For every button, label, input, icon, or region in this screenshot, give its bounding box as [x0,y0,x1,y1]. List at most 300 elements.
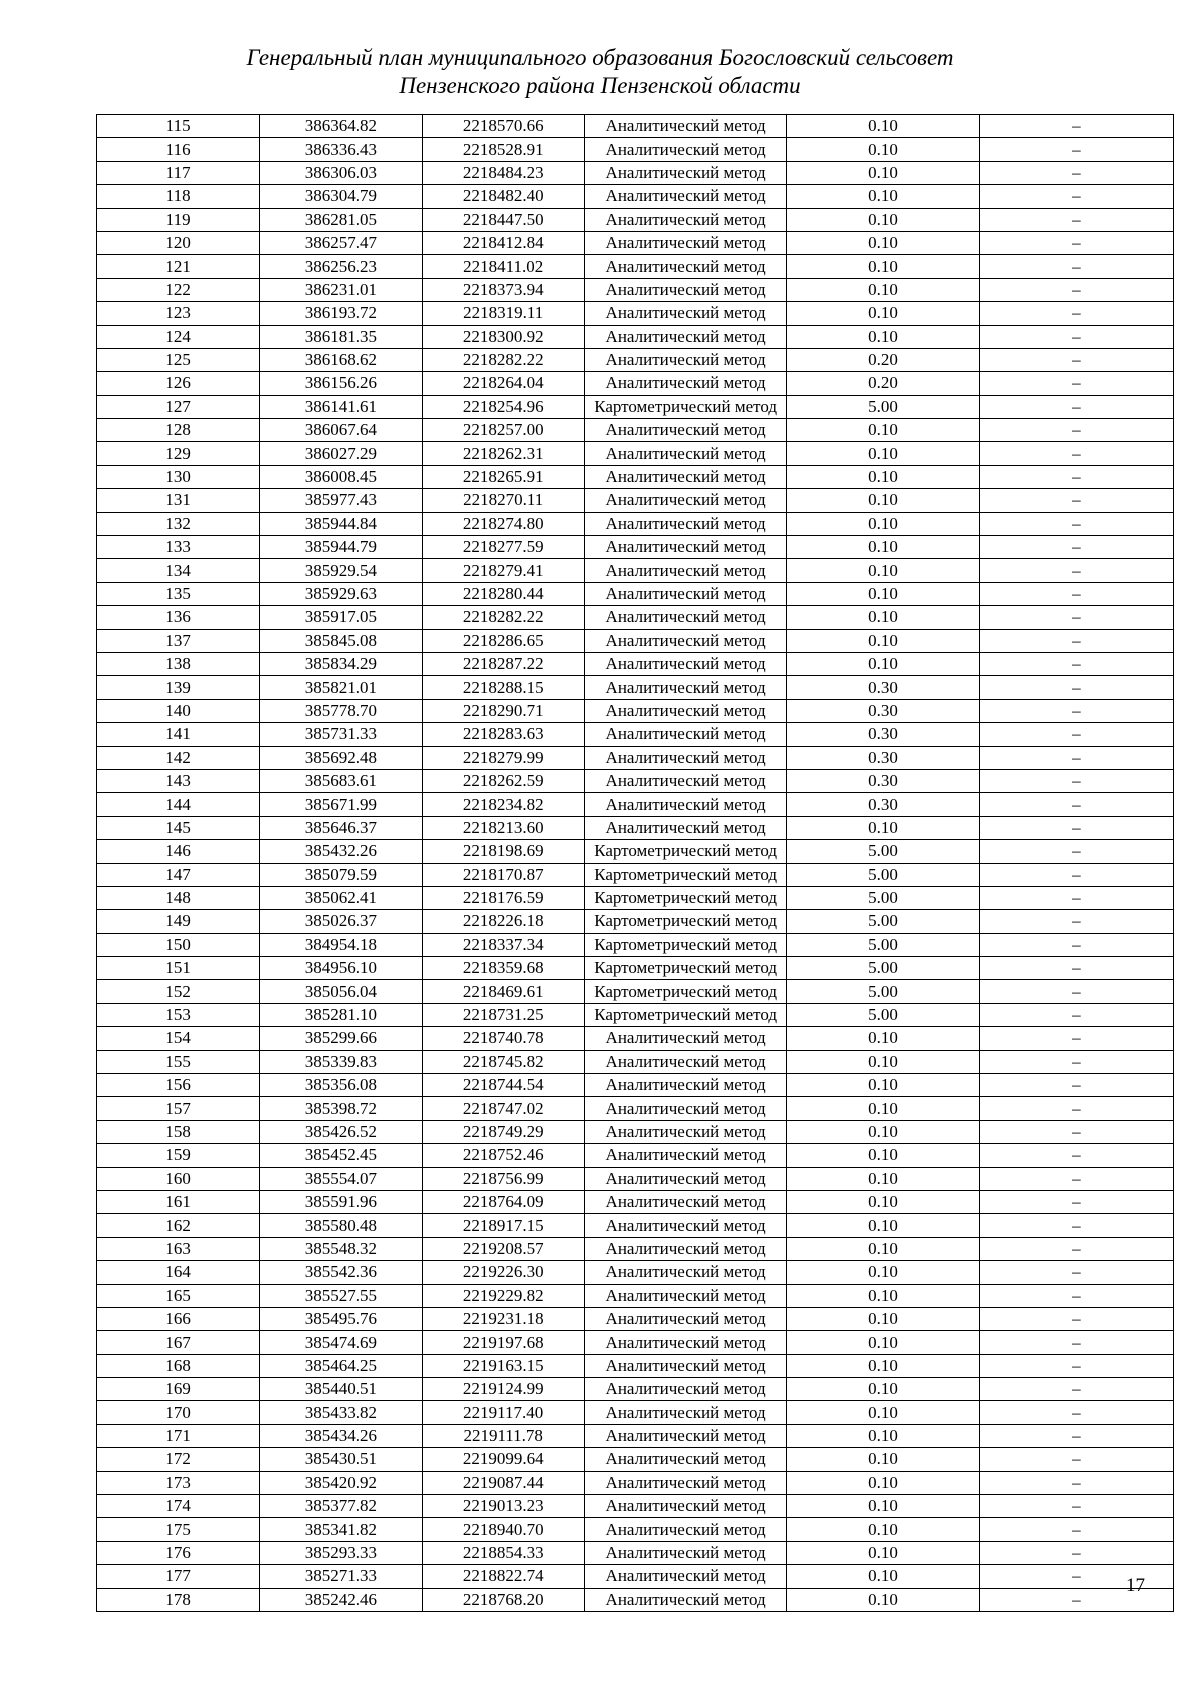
point-number-cell: 127 [97,395,260,418]
note-cell: – [979,138,1173,161]
note-cell: – [979,489,1173,512]
x-coordinate-cell: 386364.82 [260,115,422,138]
accuracy-cell: 0.10 [787,652,979,675]
table-row [97,1120,1174,1143]
table-row [97,1261,1174,1284]
x-coordinate-cell: 385474.69 [260,1331,422,1354]
x-coordinate-cell: 386256.23 [260,255,422,278]
table-row [97,1588,1174,1611]
note-cell: – [979,769,1173,792]
accuracy-cell: 0.10 [787,1448,979,1471]
accuracy-cell: 0.30 [787,769,979,792]
x-coordinate-cell: 385440.51 [260,1378,422,1401]
point-number-cell: 119 [97,208,260,231]
table-row [97,465,1174,488]
accuracy-cell: 0.10 [787,1588,979,1611]
accuracy-cell: 0.10 [787,138,979,161]
note-cell: – [979,1518,1173,1541]
method-cell: Аналитический метод [584,1144,787,1167]
accuracy-cell: 0.10 [787,559,979,582]
note-cell: – [979,161,1173,184]
y-coordinate-cell: 2218279.41 [422,559,584,582]
table-row [97,372,1174,395]
y-coordinate-cell: 2218749.29 [422,1120,584,1143]
table-row [97,1237,1174,1260]
point-number-cell: 144 [97,793,260,816]
method-cell: Аналитический метод [584,1401,787,1424]
table-row [97,138,1174,161]
point-number-cell: 171 [97,1424,260,1447]
accuracy-cell: 0.10 [787,1307,979,1330]
x-coordinate-cell: 385377.82 [260,1495,422,1518]
x-coordinate-cell: 385527.55 [260,1284,422,1307]
x-coordinate-cell: 385591.96 [260,1190,422,1213]
point-number-cell: 125 [97,348,260,371]
table-row [97,1027,1174,1050]
table-row [97,840,1174,863]
point-number-cell: 136 [97,606,260,629]
x-coordinate-cell: 385495.76 [260,1307,422,1330]
point-number-cell: 149 [97,910,260,933]
note-cell: – [979,1003,1173,1026]
x-coordinate-cell: 385646.37 [260,816,422,839]
point-number-cell: 154 [97,1027,260,1050]
y-coordinate-cell: 2218747.02 [422,1097,584,1120]
x-coordinate-cell: 385821.01 [260,676,422,699]
method-cell: Аналитический метод [584,699,787,722]
y-coordinate-cell: 2218280.44 [422,582,584,605]
note-cell: – [979,1448,1173,1471]
table-row [97,231,1174,254]
accuracy-cell: 0.10 [787,255,979,278]
y-coordinate-cell: 2218257.00 [422,419,584,442]
method-cell: Аналитический метод [584,1495,787,1518]
point-number-cell: 161 [97,1190,260,1213]
y-coordinate-cell: 2218756.99 [422,1167,584,1190]
x-coordinate-cell: 385420.92 [260,1471,422,1494]
y-coordinate-cell: 2218744.54 [422,1074,584,1097]
point-number-cell: 167 [97,1331,260,1354]
note-cell: – [979,652,1173,675]
table-row [97,185,1174,208]
accuracy-cell: 0.10 [787,1541,979,1564]
x-coordinate-cell: 385834.29 [260,652,422,675]
accuracy-cell: 5.00 [787,910,979,933]
method-cell: Аналитический метод [584,1237,787,1260]
method-cell: Картометрический метод [584,863,787,886]
x-coordinate-cell: 385434.26 [260,1424,422,1447]
y-coordinate-cell: 2218412.84 [422,231,584,254]
note-cell: – [979,1074,1173,1097]
note-cell: – [979,1144,1173,1167]
point-number-cell: 145 [97,816,260,839]
accuracy-cell: 0.10 [787,1074,979,1097]
y-coordinate-cell: 2218262.31 [422,442,584,465]
accuracy-cell: 0.10 [787,1331,979,1354]
point-number-cell: 153 [97,1003,260,1026]
point-number-cell: 115 [97,115,260,138]
method-cell: Аналитический метод [584,1027,787,1050]
table-row [97,582,1174,605]
table-row [97,255,1174,278]
note-cell: – [979,1027,1173,1050]
accuracy-cell: 0.10 [787,278,979,301]
x-coordinate-cell: 385426.52 [260,1120,422,1143]
point-number-cell: 131 [97,489,260,512]
accuracy-cell: 0.10 [787,1424,979,1447]
x-coordinate-cell: 385778.70 [260,699,422,722]
table-row [97,933,1174,956]
table-row [97,278,1174,301]
x-coordinate-cell: 385281.10 [260,1003,422,1026]
accuracy-cell: 0.30 [787,793,979,816]
method-cell: Аналитический метод [584,536,787,559]
accuracy-cell: 5.00 [787,933,979,956]
note-cell: – [979,980,1173,1003]
y-coordinate-cell: 2218283.63 [422,723,584,746]
x-coordinate-cell: 385845.08 [260,629,422,652]
method-cell: Картометрический метод [584,933,787,956]
note-cell: – [979,1284,1173,1307]
method-cell: Аналитический метод [584,1541,787,1564]
table-row [97,559,1174,582]
x-coordinate-cell: 385432.26 [260,840,422,863]
y-coordinate-cell: 2218198.69 [422,840,584,863]
method-cell: Аналитический метод [584,1307,787,1330]
method-cell: Картометрический метод [584,1003,787,1026]
note-cell: – [979,957,1173,980]
x-coordinate-cell: 386257.47 [260,231,422,254]
x-coordinate-cell: 384954.18 [260,933,422,956]
point-number-cell: 172 [97,1448,260,1471]
y-coordinate-cell: 2218940.70 [422,1518,584,1541]
accuracy-cell: 0.10 [787,606,979,629]
note-cell: – [979,395,1173,418]
method-cell: Аналитический метод [584,1050,787,1073]
x-coordinate-cell: 386231.01 [260,278,422,301]
y-coordinate-cell: 2218264.04 [422,372,584,395]
table-row [97,1284,1174,1307]
point-number-cell: 147 [97,863,260,886]
x-coordinate-cell: 385062.41 [260,886,422,909]
x-coordinate-cell: 386156.26 [260,372,422,395]
accuracy-cell: 0.10 [787,325,979,348]
x-coordinate-cell: 385548.32 [260,1237,422,1260]
table-row [97,652,1174,675]
accuracy-cell: 0.10 [787,465,979,488]
y-coordinate-cell: 2218752.46 [422,1144,584,1167]
note-cell: – [979,699,1173,722]
y-coordinate-cell: 2219013.23 [422,1495,584,1518]
x-coordinate-cell: 385692.48 [260,746,422,769]
x-coordinate-cell: 385944.84 [260,512,422,535]
note-cell: – [979,1261,1173,1284]
table-row [97,489,1174,512]
point-number-cell: 158 [97,1120,260,1143]
note-cell: – [979,933,1173,956]
x-coordinate-cell: 385671.99 [260,793,422,816]
accuracy-cell: 5.00 [787,980,979,1003]
note-cell: – [979,1354,1173,1377]
point-number-cell: 133 [97,536,260,559]
accuracy-cell: 0.10 [787,442,979,465]
accuracy-cell: 0.10 [787,1050,979,1073]
note-cell: – [979,325,1173,348]
method-cell: Аналитический метод [584,465,787,488]
y-coordinate-cell: 2219208.57 [422,1237,584,1260]
point-number-cell: 143 [97,769,260,792]
y-coordinate-cell: 2219231.18 [422,1307,584,1330]
accuracy-cell: 0.10 [787,115,979,138]
table-row [97,1074,1174,1097]
accuracy-cell: 0.10 [787,512,979,535]
method-cell: Аналитический метод [584,1261,787,1284]
method-cell: Картометрический метод [584,395,787,418]
y-coordinate-cell: 2218286.65 [422,629,584,652]
accuracy-cell: 0.10 [787,1471,979,1494]
method-cell: Аналитический метод [584,746,787,769]
accuracy-cell: 0.10 [787,161,979,184]
table-row [97,957,1174,980]
x-coordinate-cell: 386181.35 [260,325,422,348]
note-cell: – [979,1190,1173,1213]
y-coordinate-cell: 2218822.74 [422,1565,584,1588]
point-number-cell: 129 [97,442,260,465]
y-coordinate-cell: 2218373.94 [422,278,584,301]
y-coordinate-cell: 2218917.15 [422,1214,584,1237]
table-row [97,606,1174,629]
method-cell: Аналитический метод [584,1424,787,1447]
method-cell: Картометрический метод [584,910,787,933]
note-cell: – [979,348,1173,371]
accuracy-cell: 5.00 [787,863,979,886]
point-number-cell: 176 [97,1541,260,1564]
table-row [97,1354,1174,1377]
x-coordinate-cell: 386336.43 [260,138,422,161]
accuracy-cell: 5.00 [787,886,979,909]
accuracy-cell: 5.00 [787,395,979,418]
y-coordinate-cell: 2218768.20 [422,1588,584,1611]
accuracy-cell: 0.10 [787,1097,979,1120]
method-cell: Аналитический метод [584,769,787,792]
point-number-cell: 163 [97,1237,260,1260]
method-cell: Аналитический метод [584,489,787,512]
y-coordinate-cell: 2219117.40 [422,1401,584,1424]
point-number-cell: 122 [97,278,260,301]
note-cell: – [979,910,1173,933]
accuracy-cell: 0.10 [787,1401,979,1424]
method-cell: Аналитический метод [584,442,787,465]
method-cell: Аналитический метод [584,255,787,278]
x-coordinate-cell: 385917.05 [260,606,422,629]
point-number-cell: 118 [97,185,260,208]
note-cell: – [979,231,1173,254]
y-coordinate-cell: 2218288.15 [422,676,584,699]
y-coordinate-cell: 2218262.59 [422,769,584,792]
point-number-cell: 173 [97,1471,260,1494]
point-number-cell: 169 [97,1378,260,1401]
method-cell: Аналитический метод [584,1588,787,1611]
note-cell: – [979,255,1173,278]
point-number-cell: 162 [97,1214,260,1237]
point-number-cell: 174 [97,1495,260,1518]
note-cell: – [979,559,1173,582]
y-coordinate-cell: 2218731.25 [422,1003,584,1026]
x-coordinate-cell: 385542.36 [260,1261,422,1284]
accuracy-cell: 0.10 [787,1495,979,1518]
accuracy-cell: 0.10 [787,1144,979,1167]
point-number-cell: 148 [97,886,260,909]
method-cell: Аналитический метод [584,1120,787,1143]
note-cell: – [979,1471,1173,1494]
page-number: 17 [1126,1575,1145,1596]
point-number-cell: 152 [97,980,260,1003]
table-row [97,863,1174,886]
note-cell: – [979,115,1173,138]
method-cell: Аналитический метод [584,161,787,184]
accuracy-cell: 0.20 [787,348,979,371]
table-row [97,1144,1174,1167]
note-cell: – [979,723,1173,746]
method-cell: Аналитический метод [584,676,787,699]
point-number-cell: 150 [97,933,260,956]
y-coordinate-cell: 2219111.78 [422,1424,584,1447]
point-number-cell: 138 [97,652,260,675]
accuracy-cell: 0.10 [787,185,979,208]
y-coordinate-cell: 2218447.50 [422,208,584,231]
method-cell: Аналитический метод [584,1378,787,1401]
document-header [0,44,1200,100]
y-coordinate-cell: 2218337.34 [422,933,584,956]
x-coordinate-cell: 386168.62 [260,348,422,371]
table-row [97,769,1174,792]
coordinates-table-body [97,115,1174,1612]
note-cell: – [979,886,1173,909]
header-line-2: Пензенского района Пензенской области [399,73,801,98]
table-row [97,699,1174,722]
y-coordinate-cell: 2218170.87 [422,863,584,886]
note-cell: – [979,1541,1173,1564]
accuracy-cell: 0.10 [787,231,979,254]
y-coordinate-cell: 2219087.44 [422,1471,584,1494]
x-coordinate-cell: 385341.82 [260,1518,422,1541]
table-row [97,512,1174,535]
x-coordinate-cell: 385464.25 [260,1354,422,1377]
table-row [97,348,1174,371]
note-cell: – [979,208,1173,231]
method-cell: Аналитический метод [584,1518,787,1541]
method-cell: Аналитический метод [584,115,787,138]
point-number-cell: 146 [97,840,260,863]
table-row [97,208,1174,231]
accuracy-cell: 0.10 [787,1214,979,1237]
point-number-cell: 117 [97,161,260,184]
table-row [97,816,1174,839]
accuracy-cell: 0.30 [787,699,979,722]
accuracy-cell: 0.10 [787,208,979,231]
method-cell: Аналитический метод [584,723,787,746]
note-cell: – [979,606,1173,629]
x-coordinate-cell: 386008.45 [260,465,422,488]
y-coordinate-cell: 2218469.61 [422,980,584,1003]
method-cell: Аналитический метод [584,1565,787,1588]
point-number-cell: 123 [97,302,260,325]
accuracy-cell: 0.10 [787,1261,979,1284]
x-coordinate-cell: 385433.82 [260,1401,422,1424]
method-cell: Аналитический метод [584,231,787,254]
note-cell: – [979,1050,1173,1073]
note-cell: – [979,1214,1173,1237]
method-cell: Аналитический метод [584,138,787,161]
x-coordinate-cell: 385026.37 [260,910,422,933]
y-coordinate-cell: 2218287.22 [422,652,584,675]
table-row [97,1518,1174,1541]
point-number-cell: 155 [97,1050,260,1073]
header-line-1: Генеральный план муниципального образования Богословский сельсовет [246,45,954,70]
y-coordinate-cell: 2218359.68 [422,957,584,980]
x-coordinate-cell: 386141.61 [260,395,422,418]
method-cell: Аналитический метод [584,1167,787,1190]
table-row [97,115,1174,138]
x-coordinate-cell: 385056.04 [260,980,422,1003]
table-row [97,723,1174,746]
accuracy-cell: 0.10 [787,1027,979,1050]
point-number-cell: 142 [97,746,260,769]
x-coordinate-cell: 385929.54 [260,559,422,582]
y-coordinate-cell: 2218226.18 [422,910,584,933]
y-coordinate-cell: 2218300.92 [422,325,584,348]
point-number-cell: 124 [97,325,260,348]
table-row [97,1097,1174,1120]
method-cell: Аналитический метод [584,1284,787,1307]
x-coordinate-cell: 385339.83 [260,1050,422,1073]
coordinates-table [96,114,1174,1612]
method-cell: Аналитический метод [584,278,787,301]
note-cell: – [979,1378,1173,1401]
y-coordinate-cell: 2218411.02 [422,255,584,278]
note-cell: – [979,185,1173,208]
x-coordinate-cell: 385929.63 [260,582,422,605]
accuracy-cell: 0.10 [787,1284,979,1307]
note-cell: – [979,629,1173,652]
table-row [97,886,1174,909]
accuracy-cell: 0.10 [787,1354,979,1377]
point-number-cell: 151 [97,957,260,980]
point-number-cell: 137 [97,629,260,652]
method-cell: Аналитический метод [584,419,787,442]
accuracy-cell: 0.10 [787,1565,979,1588]
table-row [97,442,1174,465]
point-number-cell: 134 [97,559,260,582]
point-number-cell: 130 [97,465,260,488]
note-cell: – [979,816,1173,839]
y-coordinate-cell: 2218282.22 [422,348,584,371]
method-cell: Картометрический метод [584,957,787,980]
accuracy-cell: 0.10 [787,1120,979,1143]
accuracy-cell: 0.10 [787,536,979,559]
point-number-cell: 126 [97,372,260,395]
point-number-cell: 132 [97,512,260,535]
note-cell: – [979,1097,1173,1120]
point-number-cell: 165 [97,1284,260,1307]
x-coordinate-cell: 385356.08 [260,1074,422,1097]
table-row [97,1471,1174,1494]
point-number-cell: 141 [97,723,260,746]
note-cell: – [979,442,1173,465]
note-cell: – [979,278,1173,301]
accuracy-cell: 0.20 [787,372,979,395]
x-coordinate-cell: 385242.46 [260,1588,422,1611]
